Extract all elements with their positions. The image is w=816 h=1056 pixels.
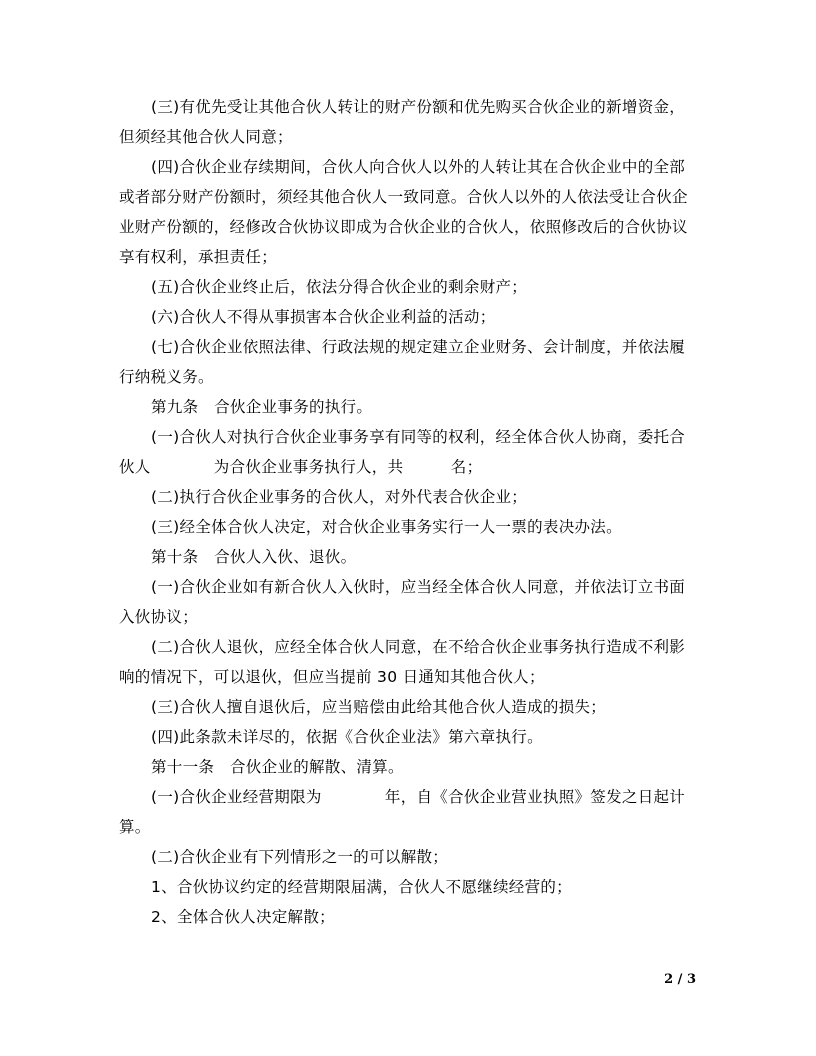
paragraph: [119, 842, 697, 872]
paragraph: [119, 422, 697, 482]
paragraph: [119, 92, 697, 152]
paragraph: [119, 692, 697, 722]
text-line: 第十条 合伙人入伙、退伙。: [151, 548, 357, 566]
paragraph: [119, 722, 697, 752]
text-line: (二)合伙企业有下列情形之一的可以解散；: [151, 848, 449, 866]
paragraph: [119, 332, 697, 392]
text-line: 享有权利，承担责任；: [119, 248, 278, 266]
text-line: (一)合伙企业经营期限为 年，自《合伙企业营业执照》签发之日起计: [151, 788, 686, 806]
text-line: (三)经全体合伙人决定，对合伙企业事务实行一人一票的表决办法。: [151, 518, 622, 536]
text-line: (七)合伙企业依照法律、行政法规的规定建立企业财务、会计制度，并依法履: [151, 338, 686, 356]
text-line: 行纳税义务。: [119, 368, 214, 386]
page-number: 2 / 3: [664, 972, 696, 987]
paragraph: [119, 902, 697, 932]
text-line: (一)合伙企业如有新合伙人入伙时，应当经全体合伙人同意，并依法订立书面: [151, 578, 686, 596]
text-line: (四)此条款未详尽的，依据《合伙企业法》第六章执行。: [151, 728, 543, 746]
paragraph: [119, 542, 697, 572]
text-line: 2、全体合伙人决定解散；: [151, 908, 335, 926]
text-line: (三)合伙人擅自退伙后，应当赔偿由此给其他合伙人造成的损失；: [151, 698, 607, 716]
paragraph: [119, 512, 697, 542]
paragraph: [119, 632, 697, 692]
text-line: (六)合伙人不得从事损害本合伙企业利益的活动；: [151, 308, 496, 326]
text-line: (二)合伙人退伙，应经全体合伙人同意，在不给合伙企业事务执行造成不利影: [151, 638, 686, 656]
text-line: 业财产份额的，经修改合伙协议即成为合伙企业的合伙人，依照修改后的合伙协议: [119, 218, 688, 236]
paragraph: [119, 482, 697, 512]
text-line: 入伙协议；: [119, 608, 199, 626]
text-line: 但须经其他合伙人同意；: [119, 128, 293, 146]
paragraph: [119, 752, 697, 782]
paragraph: [119, 272, 697, 302]
text-line: 伙人 为合伙企业事务执行人，共 名；: [119, 458, 483, 476]
paragraph: [119, 152, 697, 272]
paragraph: [119, 782, 697, 842]
document-body: [119, 92, 697, 932]
text-line: 第十一条 合伙企业的解散、清算。: [151, 758, 404, 776]
text-line: 第九条 合伙企业事务的执行。: [151, 398, 373, 416]
text-line: (三)有优先受让其他合伙人转让的财产份额和优先购买合伙企业的新增资金，: [151, 98, 686, 116]
text-line: 1、合伙协议约定的经营期限届满，合伙人不愿继续经营的；: [151, 878, 572, 896]
paragraph: [119, 572, 697, 632]
text-line: 或者部分财产份额时，须经其他合伙人一致同意。合伙人以外的人依法受让合伙企: [119, 188, 688, 206]
text-line: (二)执行合伙企业事务的合伙人，对外代表合伙企业；: [151, 488, 528, 506]
text-line: 算。: [119, 818, 151, 836]
text-line: (五)合伙企业终止后，依法分得合伙企业的剩余财产；: [151, 278, 528, 296]
text-line: (四)合伙企业存续期间，合伙人向合伙人以外的人转让其在合伙企业中的全部: [151, 158, 686, 176]
paragraph: [119, 392, 697, 422]
text-line: 响的情况下，可以退伙，但应当提前 30 日通知其他合伙人；: [119, 668, 545, 686]
text-line: (一)合伙人对执行合伙企业事务享有同等的权利，经全体合伙人协商，委托合: [151, 428, 686, 446]
paragraph: [119, 302, 697, 332]
paragraph: [119, 872, 697, 902]
